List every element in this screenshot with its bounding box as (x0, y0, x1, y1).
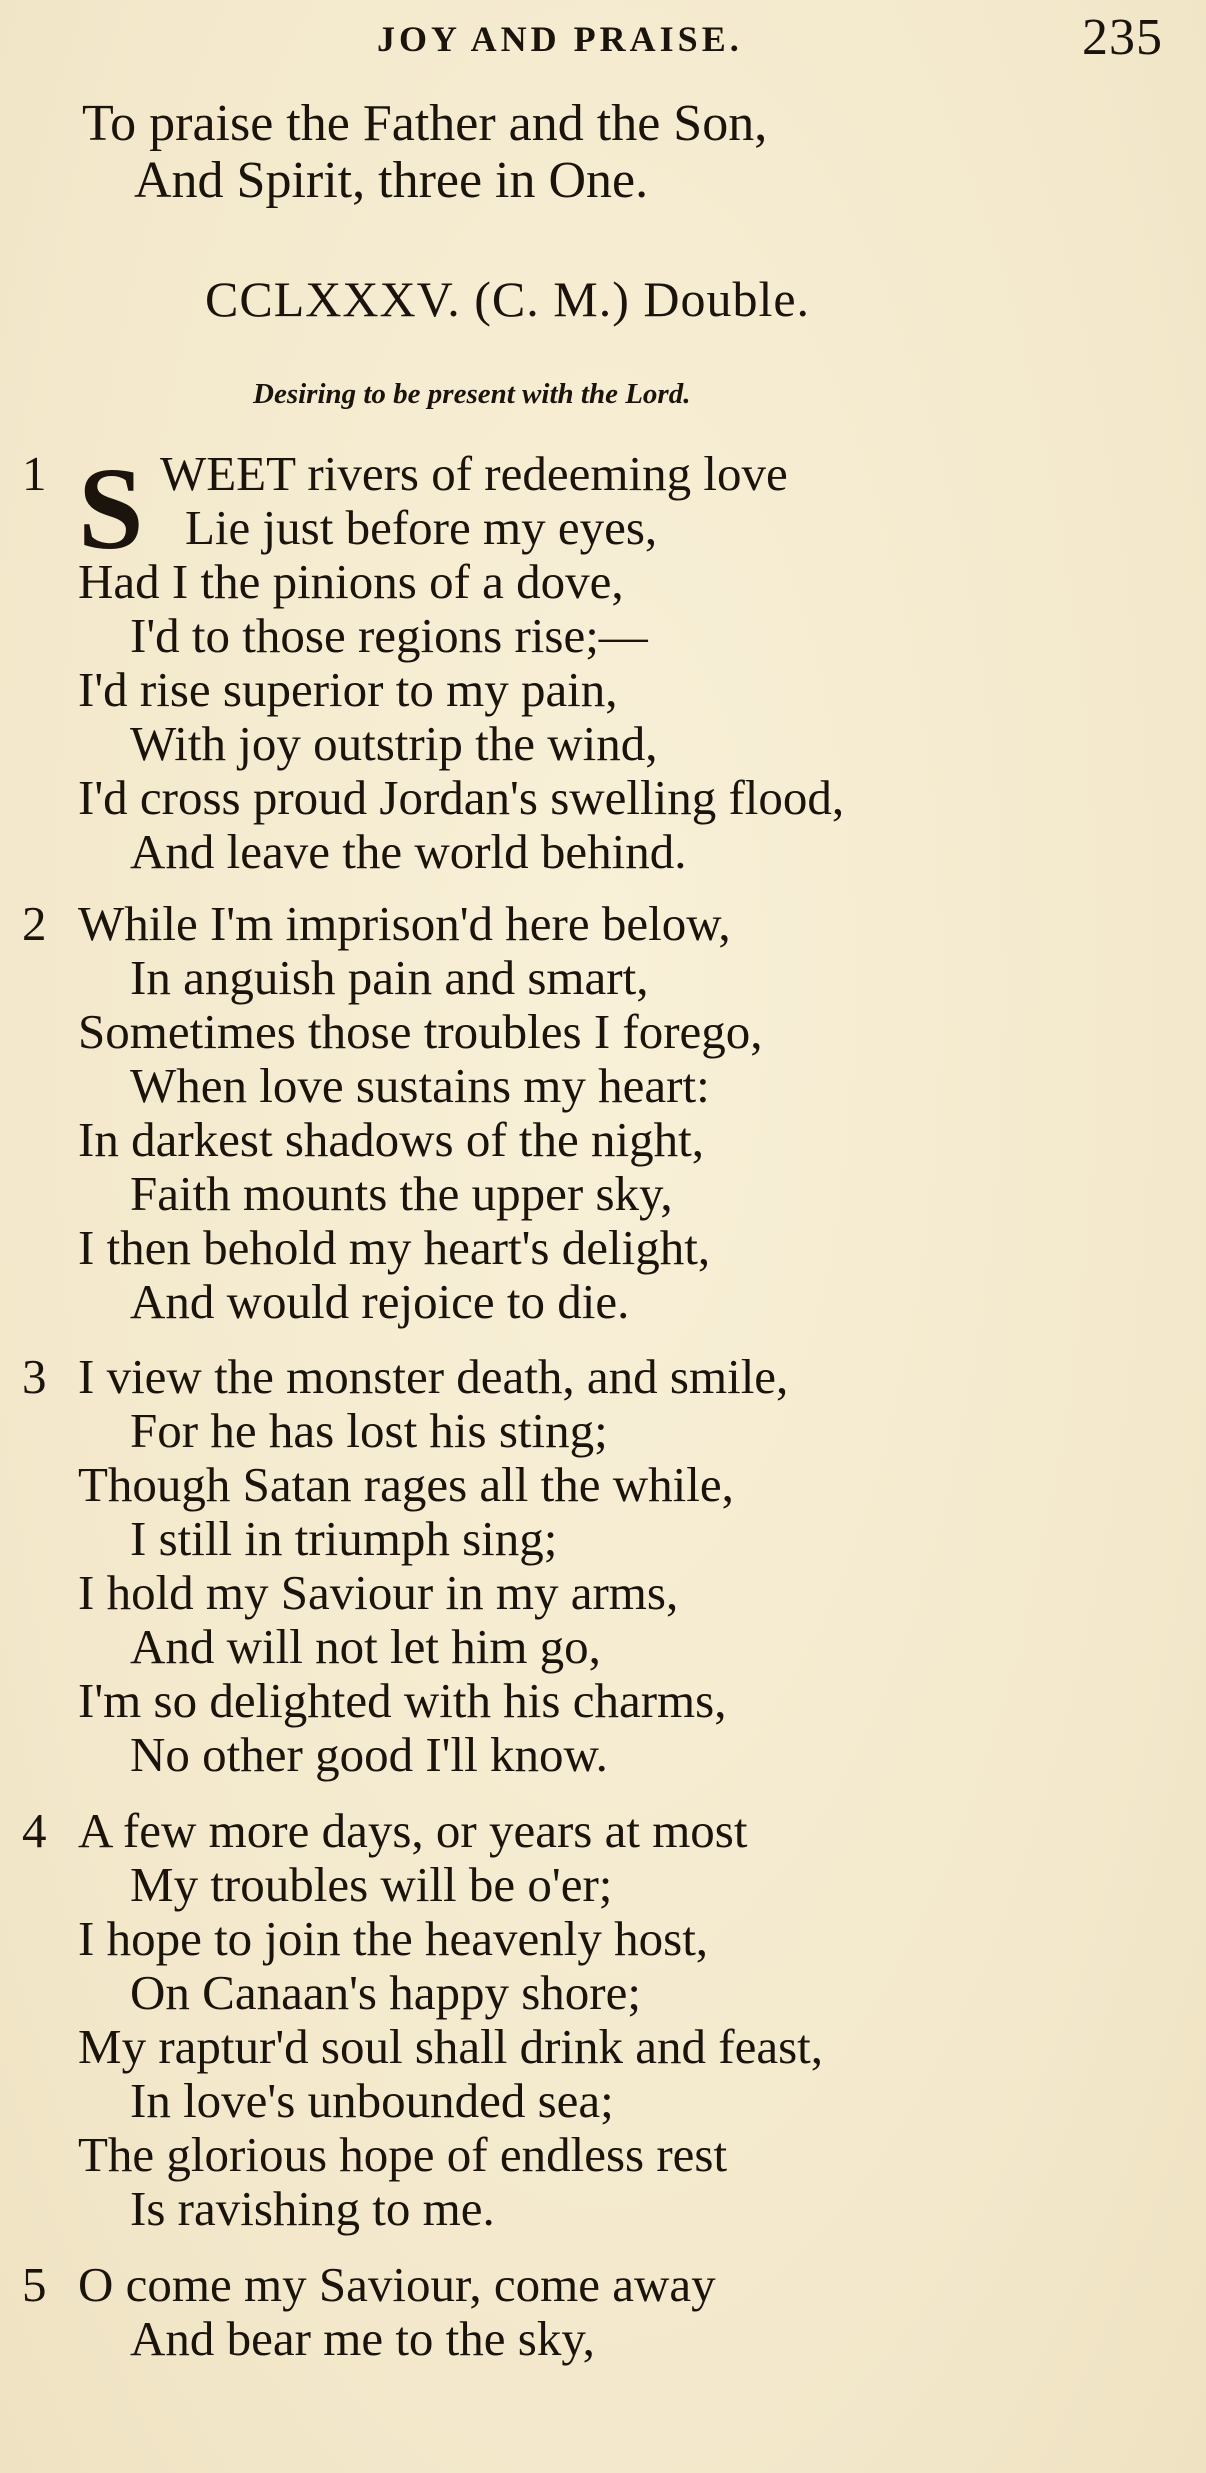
hymn-title: CCLXXXV. (C. M.) Double. (205, 271, 811, 327)
stanza-3 (0, 1350, 1206, 1782)
doxology-fragment (82, 95, 767, 209)
hymn-line: When love sustains my heart: (130, 1058, 710, 1113)
verse-number: 3 (22, 1349, 47, 1404)
hymn-line: I view the monster death, and smile, (78, 1349, 789, 1404)
hymn-line: While I'm imprison'd here below, (78, 896, 731, 951)
hymn-line: Is ravishing to me. (130, 2181, 495, 2236)
hymn-line: I hold my Saviour in my arms, (78, 1565, 679, 1620)
hymn-line: WEET rivers of redeeming love (160, 446, 788, 501)
hymn-line: For he has lost his sting; (130, 1403, 608, 1458)
hymn-line: In anguish pain and smart, (130, 950, 649, 1005)
hymn-line: O come my Saviour, come away (78, 2257, 716, 2312)
stanza-4 (0, 1804, 1206, 2236)
hymn-line: My troubles will be o'er; (130, 1857, 613, 1912)
hymn-line: And leave the world behind. (130, 824, 687, 879)
hymn-line: And would rejoice to die. (130, 1274, 630, 1329)
hymn-line: A few more days, or years at most (78, 1803, 748, 1858)
hymn-line: My raptur'd soul shall drink and feast, (78, 2019, 824, 2074)
page-number: 235 (1082, 9, 1163, 66)
hymn-line: I'd to those regions rise;— (130, 608, 648, 663)
hymn-subtitle: Desiring to be present with the Lord. (253, 378, 691, 410)
hymn-line: Had I the pinions of a dove, (78, 554, 624, 609)
verse-number: 4 (22, 1803, 47, 1858)
hymn-line: No other good I'll know. (130, 1727, 608, 1782)
hymn-line: Faith mounts the upper sky, (130, 1166, 673, 1221)
verse-number: 1 (22, 446, 47, 501)
hymn-line: On Canaan's happy shore; (130, 1965, 641, 2020)
hymn-line: And bear me to the sky, (130, 2311, 595, 2366)
verse-number: 5 (22, 2257, 47, 2312)
stanza-2 (0, 897, 1206, 1329)
hymn-line: With joy outstrip the wind, (130, 716, 658, 771)
hymn-line: I then behold my heart's delight, (78, 1220, 711, 1275)
verse-number: 2 (22, 896, 47, 951)
hymn-line: Sometimes those troubles I forego, (78, 1004, 763, 1059)
running-title: JOY AND PRAISE. (377, 19, 743, 59)
stanza-5 (0, 2258, 1206, 2366)
doxology-line: And Spirit, three in One. (134, 152, 649, 209)
hymn-line: I'm so delighted with his charms, (78, 1673, 727, 1728)
hymn-line: Lie just before my eyes, (185, 500, 658, 555)
hymn-line: I hope to join the heavenly host, (78, 1911, 709, 1966)
hymn-line: I still in triumph sing; (130, 1511, 558, 1566)
hymn-line: The glorious hope of endless rest (78, 2127, 728, 2182)
hymn-line: In love's unbounded sea; (130, 2073, 614, 2128)
hymn-line: I'd rise superior to my pain, (78, 662, 618, 717)
hymn-line: In darkest shadows of the night, (78, 1112, 704, 1167)
hymn-line: And will not let him go, (130, 1619, 601, 1674)
doxology-line: To praise the Father and the Son, (82, 95, 768, 152)
hymn-line: Though Satan rages all the while, (78, 1457, 734, 1512)
drop-cap: S (78, 443, 144, 574)
hymn-line: I'd cross proud Jordan's swelling flood, (78, 770, 845, 825)
